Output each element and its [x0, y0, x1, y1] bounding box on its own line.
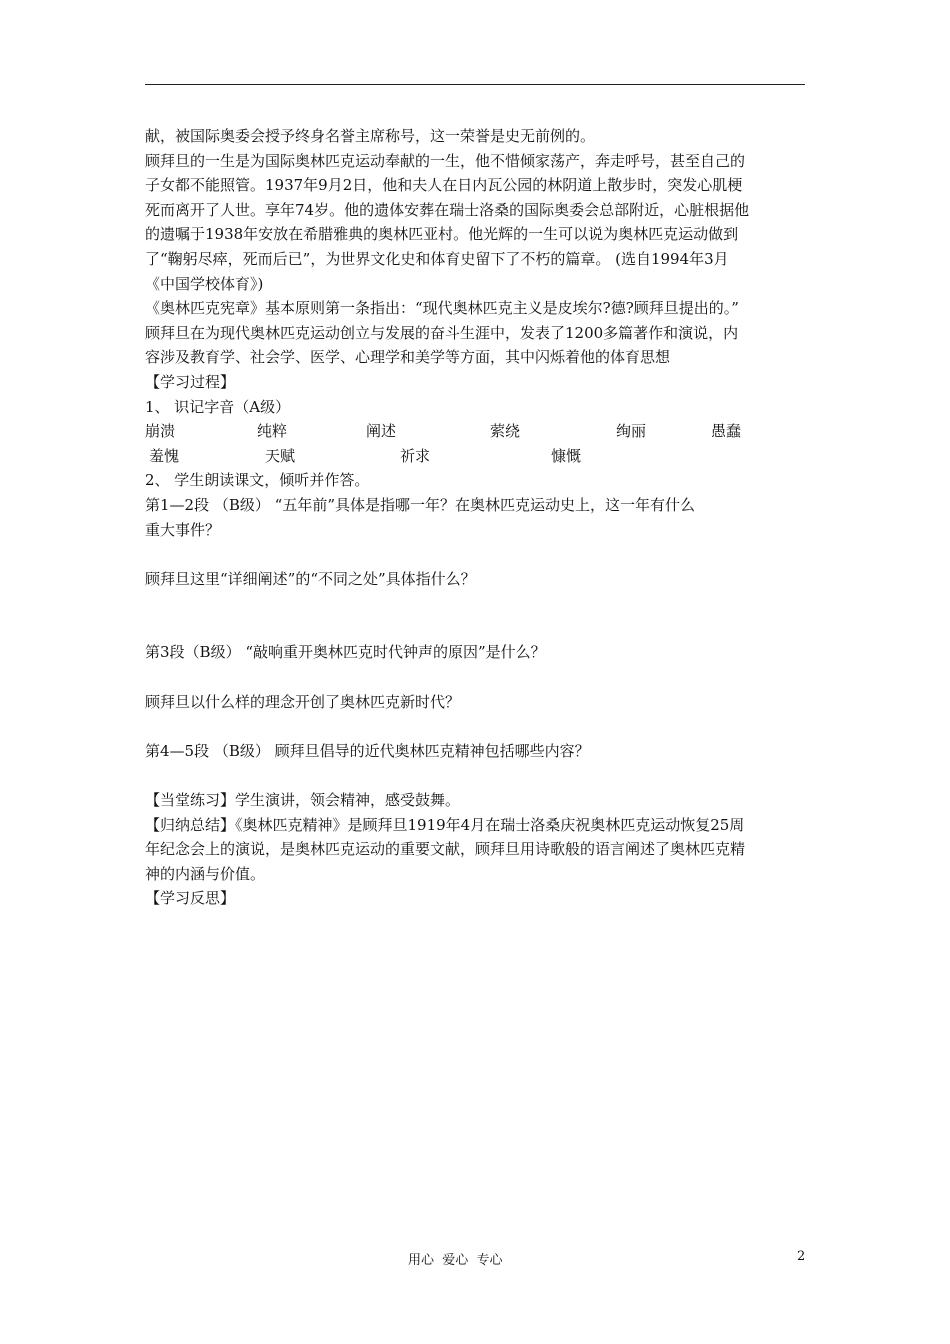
- vocab-word: 愚蠢: [711, 422, 742, 441]
- summary-line: 神的内涵与价值。: [145, 864, 266, 883]
- summary-line: 年纪念会上的演说，是奥林匹克运动的重要文献，顾拜旦用诗歌般的语言阐述了奥林匹克精: [145, 840, 746, 859]
- paragraph-line: 了“鞠躬尽瘁，死而后已”，为世界文化史和体育史留下了不朽的篇章。 (选自1994年3月: [145, 249, 729, 268]
- question-text: 顾拜旦这里“详细阐述”的“不同之处”具体指什么？: [145, 569, 476, 588]
- vocab-word: 绚丽: [616, 422, 647, 441]
- paragraph-line: 子女都不能照管。1937年9月2日，他和夫人在日内瓦公园的林阴道上散步时，突发心肌梗: [145, 176, 743, 195]
- paragraph-line: 献，被国际奥委会授予终身名誉主席称号，这一荣誉是史无前例的。: [145, 127, 596, 145]
- vocab-row-1: [145, 419, 807, 444]
- paragraph-line: 《中国学校体育》): [145, 274, 264, 293]
- vocab-word: 阐述: [366, 422, 397, 441]
- page-number: 2: [797, 1249, 806, 1264]
- vocab-word: 萦绕: [490, 422, 521, 441]
- section-heading: 【学习反思】: [145, 889, 236, 908]
- answer-space: [145, 591, 807, 640]
- answer-space: [145, 665, 807, 690]
- question-text: 重大事件？: [145, 520, 221, 539]
- vocab-word: 纯粹: [257, 422, 288, 441]
- question-text: 第3段（B级） “敲响重开奥林匹克时代钟声的原因”是什么？: [145, 643, 546, 662]
- paragraph-line: 的遗嘱于1938年安放在希腊雅典的奥林匹亚村。他光辉的一生可以说为奥林匹克运动做到: [145, 225, 739, 244]
- subsection-heading: 2、 学生朗读课文，倾听并作答。: [145, 471, 370, 490]
- paragraph-line: 顾拜旦在为现代奥林匹克运动创立与发展的奋斗生涯中，发表了1200多篇著作和演说，内: [145, 323, 739, 342]
- summary-line: 【归纳总结】《奥林匹克精神》是顾拜旦1919年4月在瑞士洛桑庆祝奥林匹克运动恢复25周: [145, 815, 745, 834]
- paragraph-line: 《奥林匹克宪章》基本原则第一条指出：“现代奥林匹克主义是皮埃尔?德?顾拜旦提出的。”: [145, 299, 739, 318]
- question-text: 第4—5段 （B级） 顾拜旦倡导的近代奥林匹克精神包括哪些内容？: [145, 741, 590, 760]
- answer-space: [145, 542, 807, 567]
- subsection-heading: 1、 识记字音（A级）: [145, 397, 291, 416]
- answer-space: [145, 763, 807, 788]
- vocab-row-2: [145, 444, 807, 469]
- practice-section: 【当堂练习】学生演讲，领会精神，感受鼓舞。: [145, 791, 461, 810]
- header-rule: [145, 84, 805, 85]
- question-text: 顾拜旦以什么样的理念开创了奥林匹克新时代？: [145, 692, 461, 711]
- vocab-word: 羞愧: [149, 446, 180, 465]
- paragraph-line: 顾拜旦的一生是为国际奥林匹克运动奉献的一生，他不惜倾家荡产，奔走呼号，甚至自己的: [145, 151, 746, 170]
- vocab-word: 天赋: [265, 446, 296, 465]
- vocab-word: 慷慨: [551, 446, 582, 465]
- paragraph-line: 容涉及教育学、社会学、医学、心理学和美学等方面，其中闪烁着他的体育思想: [145, 348, 671, 367]
- question-text: 第1—2段 （B级） “五年前”具体是指哪一年？在奥林匹克运动史上，这一年有什么: [145, 495, 695, 514]
- vocab-word: 祈求: [400, 446, 431, 465]
- footer-motto: 用心 爱心 专心: [408, 1253, 503, 1268]
- paragraph-line: 死而离开了人世。享年74岁。他的遗体安葬在瑞士洛桑的国际奥委会总部附近，心脏根据他: [145, 200, 750, 219]
- section-heading: 【学习过程】: [145, 372, 236, 391]
- document-body: [145, 124, 807, 911]
- answer-space: [145, 714, 807, 739]
- vocab-word: 崩溃: [145, 422, 176, 441]
